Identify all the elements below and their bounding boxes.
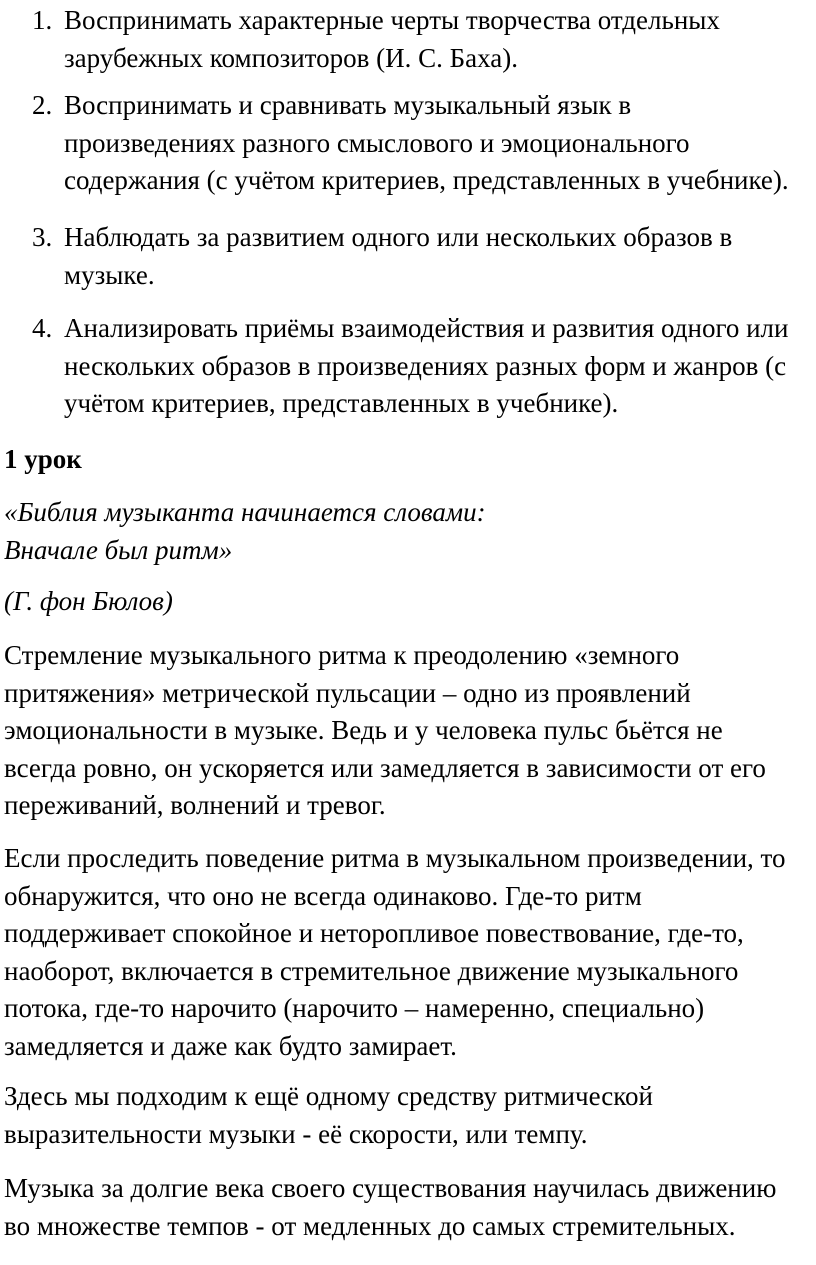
text-line: Анализировать приёмы взаимодействия и развития одного или (64, 313, 789, 343)
text-line: во множестве темпов - от медленных до самых стремительных. (4, 1210, 736, 1241)
text-line: притяжения» метрической пульсации – одно из проявлений (4, 677, 691, 708)
text-line: Если проследить поведение ритма в музыкальном произведении, то (4, 843, 786, 873)
list-item-number: 2. (32, 90, 53, 120)
text-line: учётом критериев, представленных в учебнике). (64, 388, 619, 418)
text-line: Воспринимать и сравнивать музыкальный язык в (64, 90, 632, 120)
text-line: наоборот, включается в стремительное движение музыкального (4, 955, 739, 986)
text-line: зарубежных композиторов (И. С. Баха). (64, 42, 518, 73)
text-line: выразительности музыки - её скорости, или темпу. (4, 1118, 588, 1149)
text-line: всегда ровно, он ускоряется или замедляется в зависимости от его (4, 752, 766, 783)
text-line: эмоциональности в музыке. Ведь и у человека пульс бьётся не (4, 715, 723, 745)
epigraph-quote (4, 494, 816, 569)
text-line: Стремление музыкального ритма к преодолению «земного (4, 640, 680, 670)
paragraph (4, 637, 816, 825)
text-line: замедляется и даже как будто замирает. (4, 1030, 457, 1061)
text-line: переживаний, волнений и тревог. (4, 790, 386, 820)
list-item-number: 1. (32, 5, 53, 35)
paragraph (4, 1078, 816, 1153)
text-line: потока, где-то нарочито (нарочито – намеренно, специально) (4, 993, 705, 1023)
text-line: Воспринимать характерные черты творчества отдельных (64, 5, 720, 35)
text-line: обнаружится, что оно не всегда одинаково. Где-то ритм (4, 880, 642, 911)
list-item-number: 4. (32, 313, 53, 343)
list-item-text (64, 310, 816, 423)
text-line: «Библия музыканта начинается словами: (4, 497, 486, 527)
text-line: Музыка за долгие века своего существования научилась движению (4, 1173, 777, 1203)
lesson-heading: 1 урок (4, 444, 82, 474)
text-line: содержания (с учётом критериев, представленных в учебнике). (64, 165, 789, 195)
list-item-text (64, 2, 816, 77)
text-line: музыке. (64, 259, 155, 290)
list-item-text (64, 219, 816, 294)
text-line: произведениях разного смыслового и эмоционального (64, 127, 690, 158)
list-item-number: 3. (32, 222, 53, 252)
paragraph (4, 840, 816, 1065)
epigraph-author: (Г. фон Бюлов) (4, 586, 173, 616)
text-line: Здесь мы подходим к ещё одному средству ритмической (4, 1081, 653, 1111)
text-line: Наблюдать за развитием одного или нескольких образов в (64, 222, 733, 252)
list-item-text (64, 87, 816, 200)
text-line: поддерживает спокойное и неторопливое повествование, где-то, (4, 918, 744, 948)
text-line: нескольких образов в произведениях разных форм и жанров (с (64, 350, 787, 381)
text-line: Вначале был ритм» (4, 534, 233, 565)
paragraph (4, 1170, 816, 1245)
